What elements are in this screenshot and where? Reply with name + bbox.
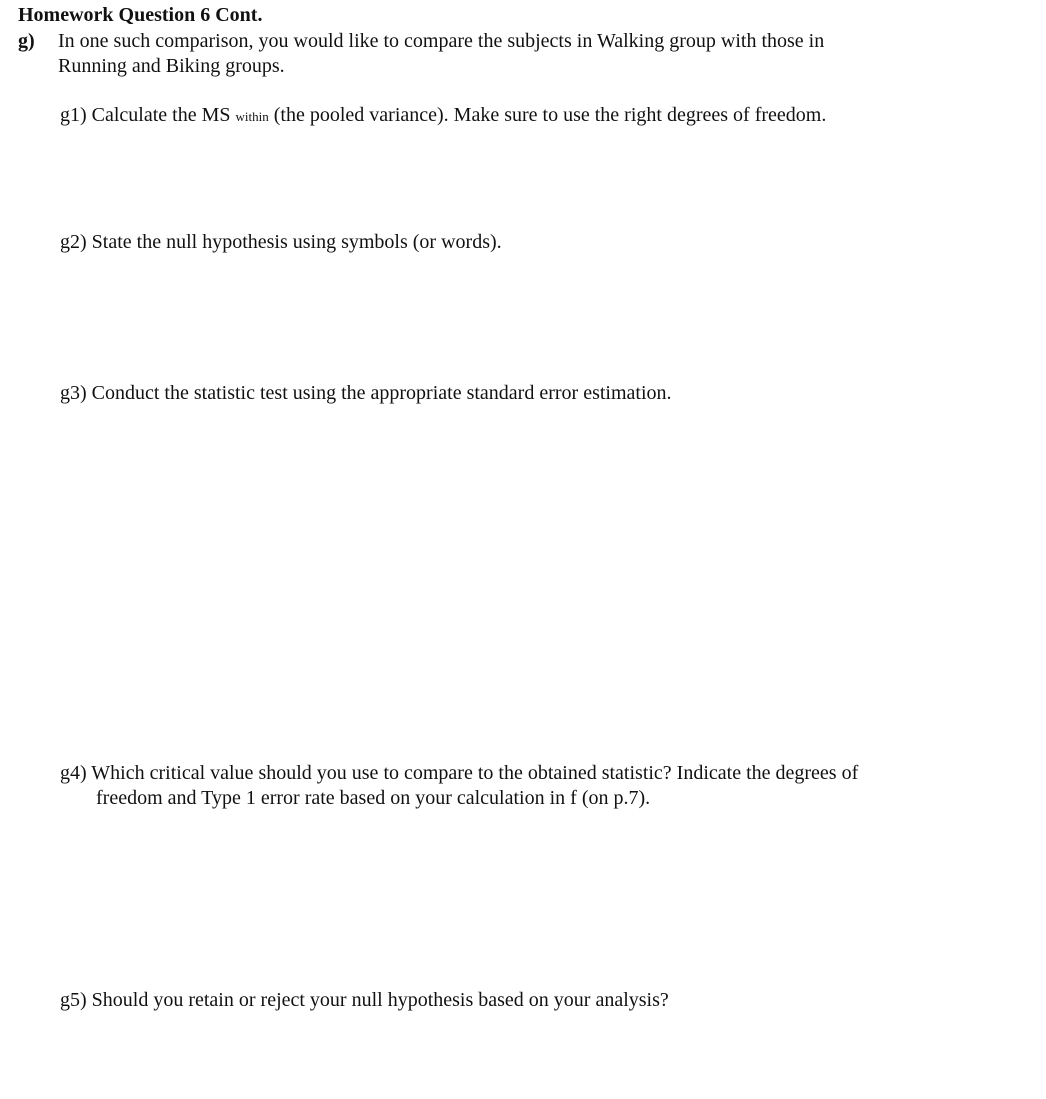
- ms-within-subscript: within: [235, 109, 269, 124]
- subquestion-g4-line1: g4) Which critical value should you use to compare to the obtained statistic? Indicate the degrees of: [60, 762, 859, 784]
- subquestion-g1: [60, 103, 826, 129]
- subquestion-g4: [60, 761, 960, 811]
- subquestion-g3: g3) Conduct the statistic test using the appropriate standard error estimation.: [60, 382, 672, 404]
- subquestion-g2: g2) State the null hypothesis using symbols (or words).: [60, 231, 502, 253]
- subquestion-g5: g5) Should you retain or reject your null hypothesis based on your analysis?: [60, 989, 669, 1011]
- question-marker: g): [18, 30, 35, 52]
- subquestion-g4-line2: freedom and Type 1 error rate based on your calculation in f (on p.7).: [96, 787, 651, 809]
- question-intro: [58, 29, 1018, 79]
- subquestion-g1-text-end: (the pooled variance). Make sure to use the right degrees of freedom.: [268, 104, 827, 126]
- question-intro-line1: In one such comparison, you would like to compare the subjects in Walking group with those in: [58, 30, 825, 52]
- question-intro-line2: Running and Biking groups.: [58, 55, 285, 77]
- subquestion-g1-text-start: g1) Calculate the MS: [60, 104, 236, 126]
- page-title: Homework Question 6 Cont.: [18, 4, 263, 26]
